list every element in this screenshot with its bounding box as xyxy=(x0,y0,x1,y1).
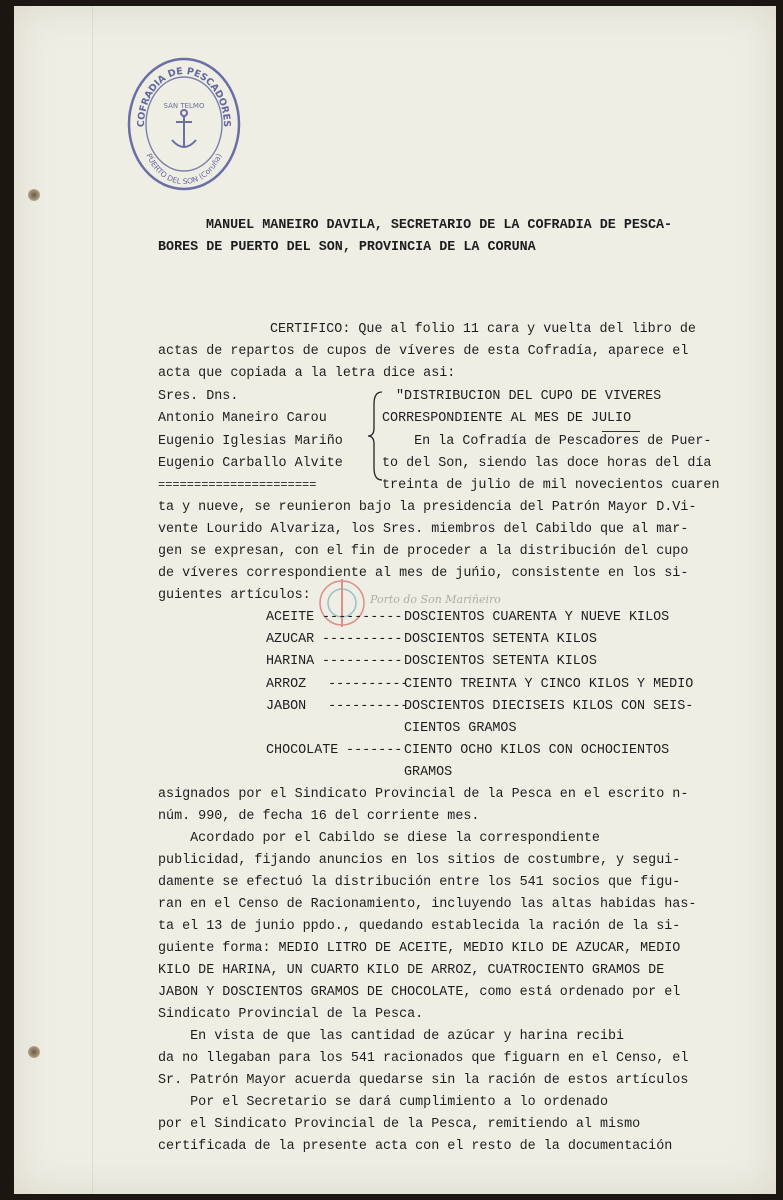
item-quantity-cont: GRAMOS xyxy=(404,765,453,780)
intro-line-3: acta que copiada a la letra dice asi: xyxy=(158,366,456,381)
item-name: AZUCAR xyxy=(266,632,315,647)
item-dashes: ---------- xyxy=(312,699,409,714)
body-b-3: Acordado por el Cabildo se diese la correspondiente xyxy=(158,831,600,846)
margin-line xyxy=(92,6,93,1194)
body-b-4: publicidad, fijando anuncios en los sitios de costumbre, y segui- xyxy=(158,853,681,868)
body-b-13: da no llegaban para los 541 racionados que figuarn en el Censo, el xyxy=(158,1051,689,1066)
member-2: Eugenio Iglesias Mariño xyxy=(158,434,343,449)
item-name: JABON xyxy=(266,699,307,714)
item-quantity: CIENTO TREINTA Y CINCO KILOS Y MEDIO xyxy=(404,677,694,692)
body-b-9: KILO DE HARINA, UN CUARTO KILO DE ARROZ, CUATROCIENTO GRAMOS DE xyxy=(158,963,665,978)
item-dashes: ---------- xyxy=(322,654,403,669)
act-line-5: treinta de julio de mil novecientos cuaren xyxy=(382,478,720,493)
item-dashes: ---------- xyxy=(312,677,409,692)
julio-underline xyxy=(602,431,640,432)
intro-line-2: actas de repartos de cupos de víveres de esta Cofradía, aparece el xyxy=(158,344,689,359)
act-title-2: CORRESPONDIENTE AL MES DE JULIO xyxy=(382,411,632,426)
body-b-10: JABON Y DOSCIENTOS GRAMOS DE CHOCOLATE, como está ordenado por el xyxy=(158,985,681,1000)
stamp-bottom-text: PUERTO DEL SON (Coruña) xyxy=(144,152,224,187)
members-rule: ====================== xyxy=(158,478,317,492)
item-quantity: CIENTO OCHO KILOS CON OCHOCIENTOS xyxy=(404,743,670,758)
item-quantity: DOSCIENTOS SETENTA KILOS xyxy=(404,654,597,669)
body-b-16: por el Sindicato Provincial de la Pesca, remitiendo al mismo xyxy=(158,1117,641,1132)
body-a-3: gen se expresan, con el fin de proceder a la distribución del cupo xyxy=(158,544,689,559)
body-a-2: vente Lourido Alvariza, los Sres. miembros del Cabildo que al mar- xyxy=(158,522,689,537)
item-name: HARINA xyxy=(266,654,315,669)
item-name: ACEITE xyxy=(266,610,315,625)
item-quantity: DOSCIENTOS CUARENTA Y NUEVE KILOS xyxy=(404,610,670,625)
members-title: Sres. Dns. xyxy=(158,389,239,404)
body-b-2: núm. 990, de fecha 16 del corriente mes. xyxy=(158,809,480,824)
watermark-text: Porto do Son Mariñeiro xyxy=(370,593,501,606)
header-line-1: MANUEL MANEIRO DAVILA, SECRETARIO DE LA COFRADIA DE PESCA- xyxy=(206,218,673,233)
body-b-6: ran en el Censo de Racionamiento, incluyendo las altas habidas has- xyxy=(158,897,697,912)
porto-do-son-watermark xyxy=(304,571,501,641)
item-dashes: ---------- xyxy=(322,632,403,647)
punch-hole-bottom xyxy=(28,1046,40,1058)
item-dashes: ---------- xyxy=(322,610,403,625)
intro-line-1: CERTIFICO: Que al folio 11 cara y vuelta del libro de xyxy=(270,322,696,337)
punch-hole-top xyxy=(28,189,40,201)
body-b-8: guiente forma: MEDIO LITRO DE ACEITE, MEDIO KILO DE AZUCAR, MEDIO xyxy=(158,941,681,956)
item-quantity: DOSCIENTOS DIECISEIS KILOS CON SEIS- xyxy=(404,699,694,714)
item-dashes: ------- xyxy=(338,743,403,758)
item-name: ARROZ xyxy=(266,677,307,692)
body-b-15: Por el Secretario se dará cumplimiento a lo ordenado xyxy=(158,1095,608,1110)
anchor-icon xyxy=(172,110,196,148)
body-b-14: Sr. Patrón Mayor acuerda quedarse sin la ración de estos artículos xyxy=(158,1073,689,1088)
body-b-12: En vista de que las cantidad de azúcar y harina recibi xyxy=(158,1029,625,1044)
body-b-1: asignados por el Sindicato Provincial de la Pesca en el escrito n- xyxy=(158,787,689,802)
stamp-top-text: COFRADIA DE PESCADORES xyxy=(135,65,233,128)
member-3: Eugenio Carballo Alvite xyxy=(158,456,343,471)
body-b-17: certificada de la presente acta con el resto de la documentación xyxy=(158,1139,673,1154)
item-name: CHOCOLATE xyxy=(266,743,339,758)
act-title-1: "DISTRIBUCION DEL CUPO DE VIVERES xyxy=(396,389,662,404)
act-line-4: to del Son, siendo las doce horas del día xyxy=(382,456,712,471)
member-1: Antonio Maneiro Carou xyxy=(158,411,327,426)
item-quantity-cont: CIENTOS GRAMOS xyxy=(404,721,517,736)
stamp-center-text: SAN TELMO xyxy=(163,102,205,110)
body-a-4: de víveres correspondiente al mes de juńio, consistente en los si- xyxy=(158,566,689,581)
header-line-2: BORES DE PUERTO DEL SON, PROVINCIA DE LA CORUNA xyxy=(158,240,536,255)
act-line-3: En la Cofradía de Pescadores de Puer- xyxy=(382,434,712,449)
item-quantity: DOSCIENTOS SETENTA KILOS xyxy=(404,632,597,647)
body-b-5: damente se efectuó la distribución entre los 541 socios que figu- xyxy=(158,875,681,890)
document-page xyxy=(14,6,776,1194)
cofradia-stamp xyxy=(126,56,242,192)
body-b-11: Sindicato Provincial de la Pesca. xyxy=(158,1007,424,1022)
body-b-7: ta el 13 de junio ppdo., quedando establecida la ración de la si- xyxy=(158,919,681,934)
body-a-1: ta y nueve, se reunieron bajo la presidencia del Patrón Mayor D.Vi- xyxy=(158,500,697,515)
body-a-5: guientes artículos: xyxy=(158,588,311,603)
